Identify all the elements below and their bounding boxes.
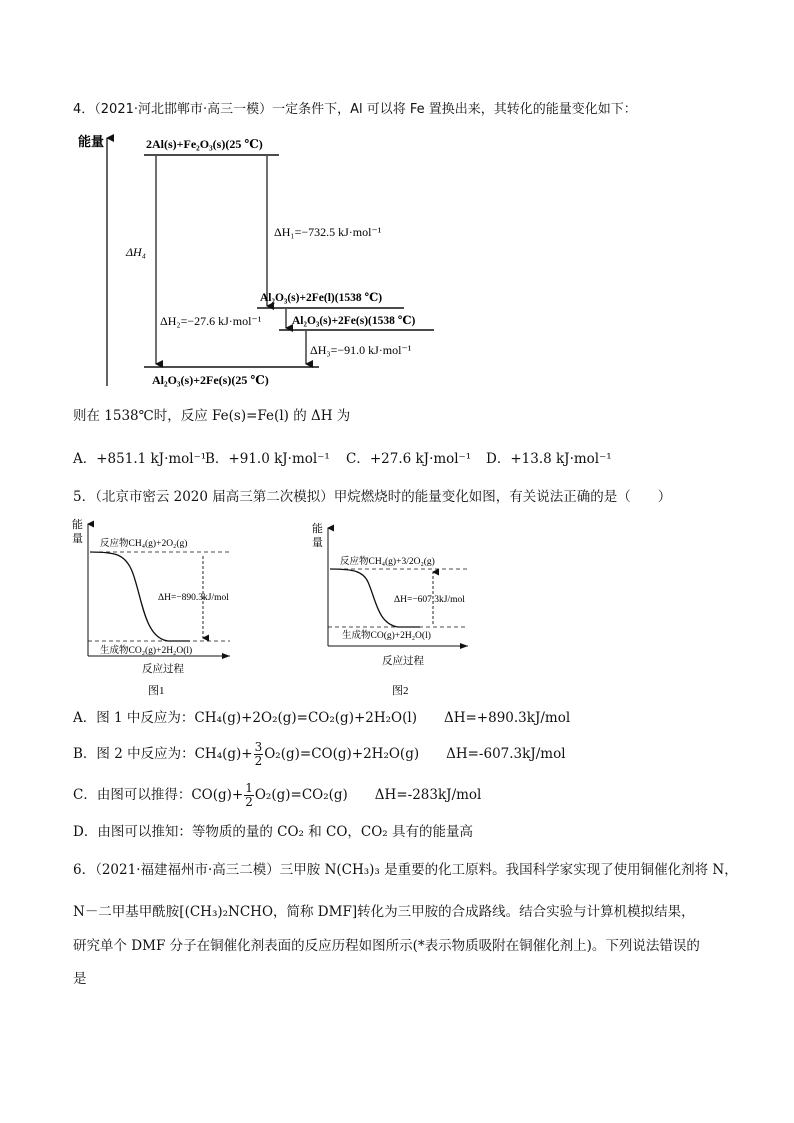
fig2-x-label: 反应过程 [382,656,424,667]
fig2-dh-label: ΔH=−607.3kJ/mol [394,595,465,605]
q4-option-b: B．+91.0 kJ·mol⁻¹ [205,451,330,467]
fig1-y-label-2: 量 [72,533,83,545]
q6-line-4: 是 [73,971,87,987]
q5-option-b-prefix: B．图 2 中反应为：CH₄(g)+ [73,746,253,762]
q5-option-c-prefix: C．由图可以推得：CO(g)+ [73,787,244,803]
q4-option-c: C．+27.6 kJ·mol⁻¹ [346,451,472,467]
q4-level-1538-liquid-label: Al₂O₃(s)+2Fe(l)(1538 ℃) [260,292,383,304]
q4-dh3-label: ΔH₃=−91.0 kJ·mol⁻¹ [310,343,412,357]
q4-question: 则在 1538℃时，反应 Fe(s)=Fe(l) 的 ΔH 为 [73,408,351,424]
fig2-y-label-1: 能 [312,523,323,535]
q4-top-level-label: 2Al(s)+Fe₂O₃(s)(25 ℃) [146,137,263,151]
fig2-caption: 图2 [392,685,409,697]
fig1-caption: 图1 [148,685,165,697]
q6-line-1: 6．（2021·福建福州市·高三二模）三甲胺 N(CH₃)₃ 是重要的化工原料。我国科学家实现了使用铜催化剂将 N， [73,862,738,878]
q5-option-c-frac-num: 1 [245,781,253,795]
q4-y-axis-label: 能量 [78,134,105,149]
q5-option-b-frac-num: 3 [254,740,263,754]
fig1-y-label-1: 能 [72,519,83,531]
q5-option-b-fraction [254,741,264,768]
q4-bottom-level-label: Al₂O₃(s)+2Fe(s)(25 ℃) [152,373,269,387]
q5-option-c-frac-den: 2 [245,795,253,809]
q4-dh2-label: ΔH₂=−27.6 kJ·mol⁻¹ [160,314,262,328]
q4-option-d: D．+13.8 kJ·mol⁻¹ [486,451,612,467]
fig2-x-axis-arrowhead [460,643,468,649]
fig1-x-axis-arrowhead [222,653,230,659]
q6-line-2: N－二甲基甲酰胺[(CH₃)₂NCHO，简称 DMF]转化为三甲胺的合成路线。结合实验与计算机模拟结果， [73,904,695,920]
q4-dh1-label: ΔH₁=−732.5 kJ·mol⁻¹ [274,225,382,239]
fig1-reactant-label: 反应物CH₄(g)+2O₂(g) [100,539,188,549]
q5-option-b-frac-den: 2 [254,754,263,768]
q4-option-a: A．+851.1 kJ·mol⁻¹ [73,451,207,467]
q5-option-b [73,737,566,771]
fig1-dh-label: ΔH=−890.3kJ/mol [158,593,229,603]
q4-energy-diagram [74,128,454,393]
q5-option-b-suffix: O₂(g)=CO(g)+2H₂O(g) ΔH=-607.3kJ/mol [264,746,566,762]
fig2-reactant-label: 反应物CH₄(g)+3/2O₂(g) [340,557,435,567]
q5-option-c-suffix: O₂(g)=CO₂(g) ΔH=-283kJ/mol [254,787,482,803]
fig1-x-label: 反应过程 [142,664,184,675]
q6-line-3: 研究单个 DMF 分子在铜催化剂表面的反应历程如图所示(*表示物质吸附在铜催化剂上)。下列说法错误的 [73,938,700,954]
q5-stem: 5．（北京市密云 2020 届高三第二次模拟）甲烷燃烧时的能量变化如图，有关说法正确的是（ ） [73,489,672,505]
q4-level-1538-solid-label: Al₂O₃(s)+2Fe(s)(1538 ℃) [292,315,416,327]
fig2-product-label: 生成物CO(g)+2H₂O(l) [342,631,431,641]
fig2-y-label-2: 量 [312,537,323,549]
q4-dh4-label: ΔH₄ [126,245,146,259]
q4-stem: 4．（2021·河北邯郸市·高三一模）一定条件下，Al 可以将 Fe 置换出来，其转化的能量变化如下： [73,102,637,117]
q5-option-c-fraction [244,782,254,809]
q5-option-d: D．由图可以推知：等物质的量的 CO₂ 和 CO，CO₂ 具有的能量高 [73,824,474,840]
fig1-product-label: 生成物CO₂(g)+2H₂O(l) [100,646,193,656]
q5-figure-1 [70,516,245,701]
q5-figure-2 [308,520,483,702]
q5-option-a: A．图 1 中反应为：CH₄(g)+2O₂(g)=CO₂(g)+2H₂O(l) ΔH=+890.3kJ/mol [73,710,571,726]
q5-option-c [73,778,481,812]
